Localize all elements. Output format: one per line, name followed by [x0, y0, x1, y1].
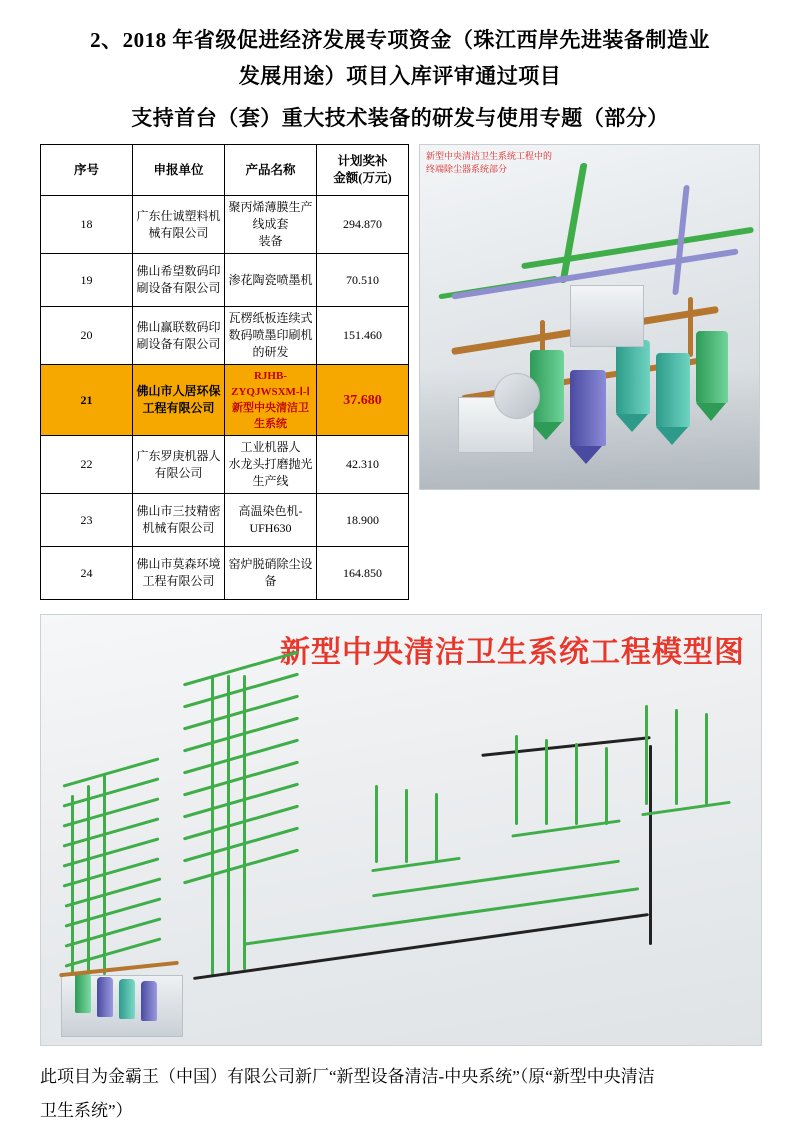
table-header-row: [41, 145, 409, 196]
diagram-equipment-tank-3: [119, 979, 135, 1019]
table-row: [41, 547, 409, 600]
cell-product-line1: 渗花陶瓷喷墨机: [228, 272, 313, 287]
header-product: 产品名称: [224, 145, 316, 196]
cell-unit: [132, 196, 224, 254]
render-blower-drum: [494, 373, 540, 419]
header-seq: 序号: [41, 145, 133, 196]
cell-product-line2: 装备: [258, 234, 283, 248]
cell-unit: [132, 494, 224, 547]
cell-product-line1: 窑炉脱硝除尘设备: [228, 557, 313, 588]
table-row: [41, 254, 409, 307]
render-tank-green-2: [696, 331, 728, 403]
cell-unit-line1: 佛山市莫森环境: [136, 557, 221, 571]
cell-seq: 18: [41, 196, 133, 254]
cell-product: [224, 365, 316, 436]
cell-unit-line2: 机械有限公司: [142, 521, 215, 535]
cell-unit: [132, 436, 224, 494]
render-pipe-green-ceiling: [559, 163, 587, 283]
cell-seq: 20: [41, 307, 133, 365]
heading-line-3: 支持首台（套）重大技术装备的研发与使用专题（部分）: [131, 106, 669, 130]
cell-product-line1: 聚丙烯薄膜生产线成套: [228, 200, 313, 231]
cell-seq: 19: [41, 254, 133, 307]
cell-unit-line1: 佛山市人居环保: [136, 384, 221, 398]
figure1-caption: [426, 150, 552, 176]
diagram-equipment-tank-1: [75, 973, 91, 1013]
render-tank-cone: [570, 446, 602, 464]
header-amount-line2: 金额(万元): [333, 171, 392, 185]
render-tank-teal-1: [616, 340, 650, 414]
cell-unit: [132, 547, 224, 600]
cell-unit: [132, 254, 224, 307]
diagram-riser-center-3: [243, 675, 246, 970]
footer-line-2: 卫生系统”）: [40, 1101, 133, 1120]
cell-amount: 151.460: [316, 307, 408, 365]
header-amount: [316, 145, 408, 196]
cell-unit-line1: 广东罗庚机器人: [136, 448, 221, 463]
cell-unit-line2: 工程有限公司: [142, 574, 215, 588]
diagram-main-duct-horizontal: [193, 913, 649, 980]
footer-note: [0, 1046, 800, 1128]
cell-product: [224, 547, 316, 600]
cell-seq: 22: [41, 436, 133, 494]
diagram-rack-right-1: [371, 785, 491, 875]
page-title: [0, 0, 800, 136]
diagram-equipment-tank-4: [141, 981, 157, 1021]
render-pipe-copper-riser-3: [688, 297, 693, 357]
heading-line-1: 2、2018 年省级促进经济发展专项资金（珠江西岸先进装备制造业: [90, 28, 710, 52]
cell-product: [224, 436, 316, 494]
diagram-equipment-tank-2: [97, 977, 113, 1017]
cell-unit: [132, 365, 224, 436]
cell-unit-line2: 刷设备有限公司: [136, 281, 221, 295]
cell-product: [224, 254, 316, 307]
table-row: [41, 436, 409, 494]
table-row-highlighted: [41, 365, 409, 436]
diagram-rack-left-upper: [61, 765, 171, 885]
cell-amount: 37.680: [316, 365, 408, 436]
cell-unit-line1: 佛山市三技精密: [136, 504, 221, 518]
cell-product: [224, 307, 316, 365]
diagram-riser-center-2: [227, 675, 230, 975]
diagram-rack-right-2: [511, 735, 631, 835]
cell-seq: 24: [41, 547, 133, 600]
render-tank-teal-2: [656, 353, 690, 427]
cell-unit-line1: 佛山希望数码印: [136, 264, 221, 278]
cell-amount: 18.900: [316, 494, 408, 547]
figure1-caption-line1: 新型中央清洁卫生系统工程中的: [425, 151, 552, 161]
table-row: [41, 494, 409, 547]
render-pipe-green-run: [521, 227, 754, 270]
figure-model-diagram-wrap: [0, 600, 800, 1046]
cell-product: [224, 494, 316, 547]
render-tank-blue-1: [570, 370, 606, 446]
cell-product-line2: 新型中央清洁卫生系统: [231, 402, 309, 430]
cell-seq: 23: [41, 494, 133, 547]
render-tank-cone: [696, 403, 726, 421]
cell-product-line1: 瓦楞纸板连续式: [228, 311, 313, 325]
table-row: [41, 196, 409, 254]
cell-unit-line2: 工程有限公司: [142, 401, 215, 415]
table-and-figure-row: [0, 136, 800, 600]
render-tank-cone: [616, 414, 648, 432]
cell-product-line1: 工业机器人: [240, 440, 301, 454]
cell-unit-line2: 械有限公司: [148, 225, 209, 240]
cell-product-line2: 水龙头打磨抛光生产线: [228, 457, 313, 488]
render-machine-housing: [570, 285, 644, 347]
render-tank-cone: [530, 422, 562, 440]
figure-dust-collector-render: [419, 144, 760, 490]
cell-unit-line1: 广东仕诚塑料机: [136, 208, 221, 223]
cell-product-line1: 高温染色机-UFH630: [238, 504, 303, 535]
cell-amount: 70.510: [316, 254, 408, 307]
header-unit: 申报单位: [132, 145, 224, 196]
cell-product-line1: RJHB-ZYQJWSXM-Ⅰ-Ⅰ: [231, 370, 310, 398]
cell-product: [224, 196, 316, 254]
figure1-caption-line2: 终端除尘器系统部分: [425, 164, 507, 174]
projects-table: [40, 144, 409, 600]
heading-line-2: 发展用途）项目入库评审通过项目: [238, 64, 562, 88]
figure-model-diagram: [40, 614, 762, 1046]
cell-unit-line1: 佛山赢联数码印: [136, 319, 221, 334]
figure2-title: 新型中央清洁卫生系统工程模型图: [280, 636, 745, 669]
diagram-riser-center-1: [211, 675, 214, 975]
footer-line-1: 此项目为金霸王（中国）有限公司新厂“新型设备清洁-中央系统”（原“新型中央清洁: [40, 1067, 655, 1086]
cell-seq: 21: [41, 365, 133, 436]
render-tank-cone: [656, 427, 688, 445]
table-row: [41, 307, 409, 365]
cell-amount: 294.870: [316, 196, 408, 254]
header-amount-line1: 计划奖补: [337, 154, 388, 168]
cell-product-line2: 数码喷墨印刷机的研发: [228, 328, 313, 359]
cell-amount: 42.310: [316, 436, 408, 494]
diagram-rack-right-3: [641, 705, 741, 815]
cell-unit-line2: 有限公司: [154, 465, 203, 480]
diagram-rack-center: [181, 667, 311, 897]
cell-amount: 164.850: [316, 547, 408, 600]
cell-unit: [132, 307, 224, 365]
cell-unit-line2: 刷设备有限公司: [136, 336, 221, 351]
